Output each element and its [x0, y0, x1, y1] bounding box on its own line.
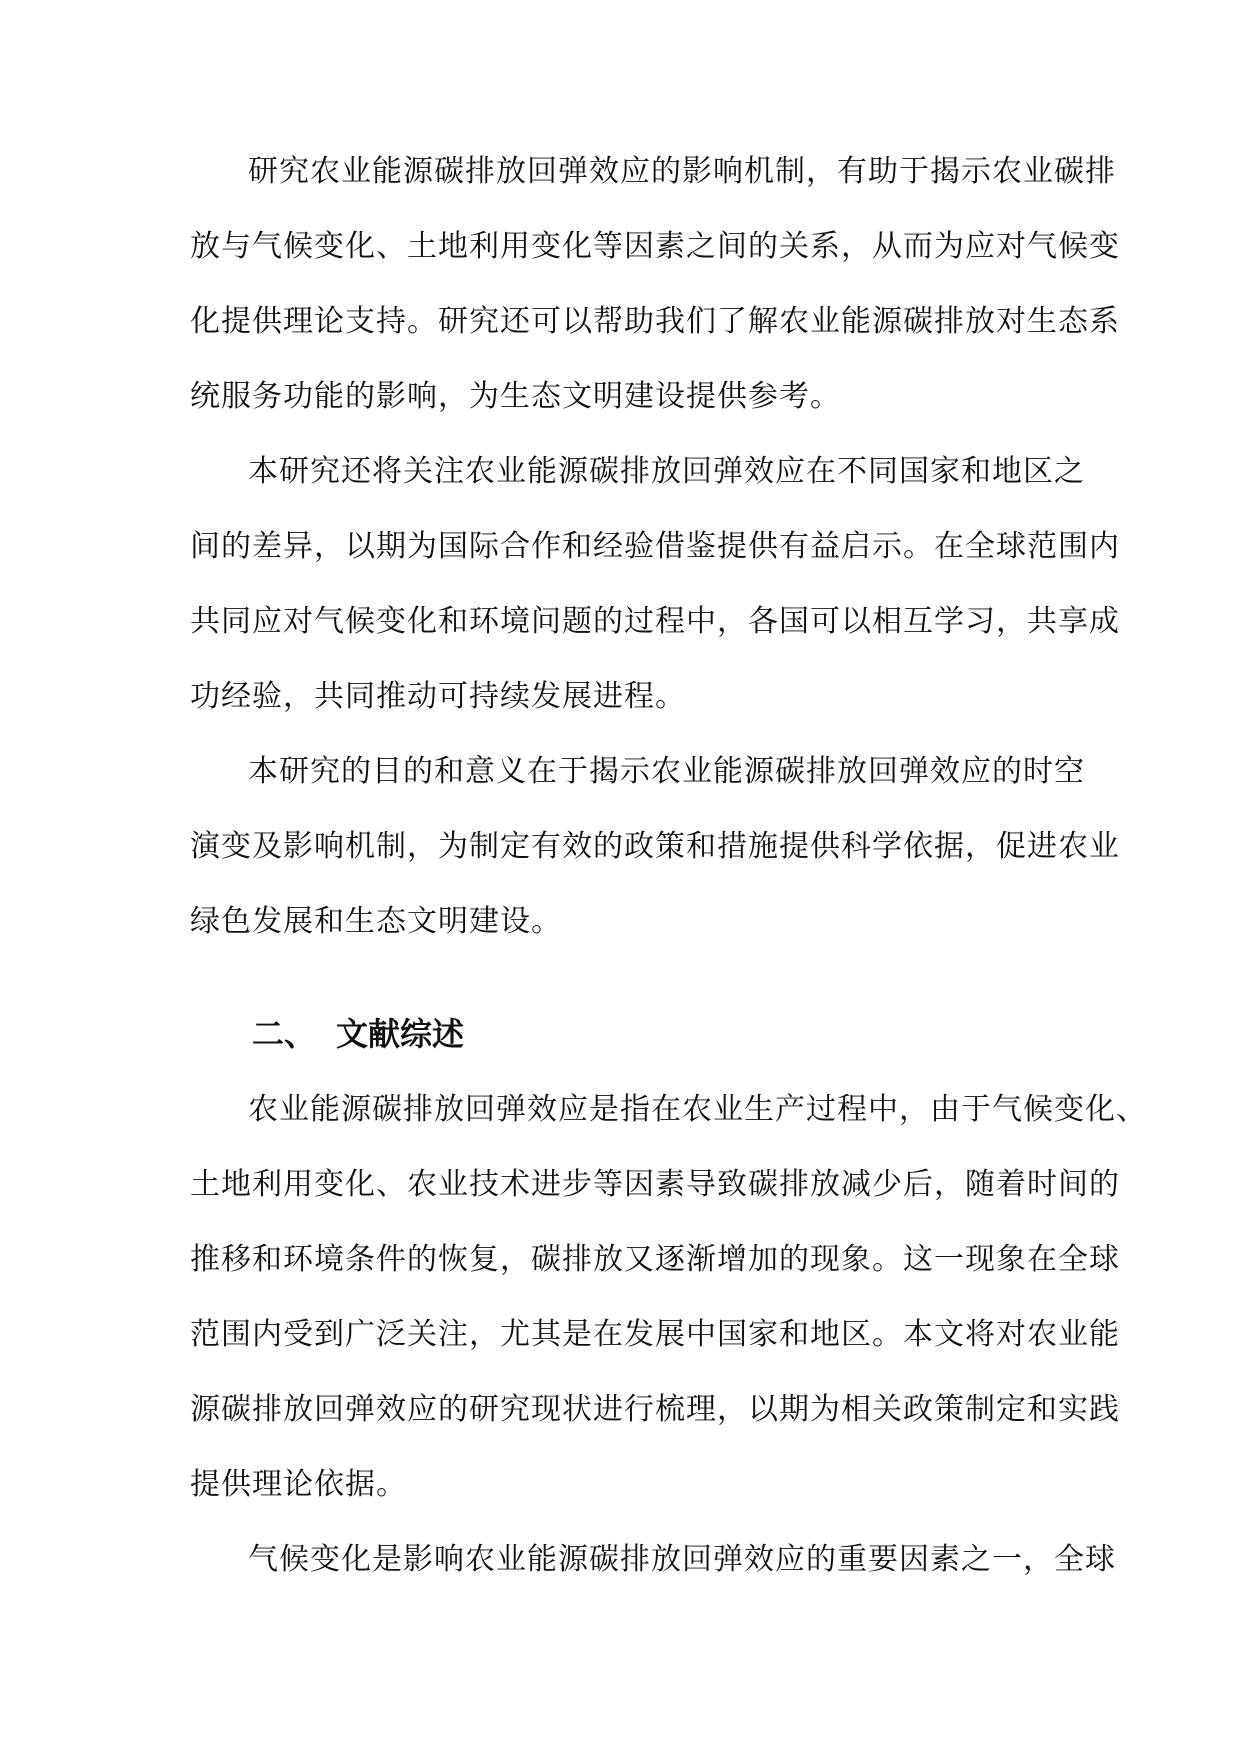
section-paragraph-1-line-4: 范围内受到广泛关注，尤其是在发展中国家和地区。本文将对农业能: [190, 1317, 1120, 1352]
paragraph-1-line-3: 化提供理论支持。研究还可以帮助我们了解农业能源碳排放对生态系: [190, 304, 1120, 339]
section-paragraph-1-line-2: 土地利用变化、农业技术进步等因素导致碳排放减少后，随着时间的: [190, 1167, 1120, 1202]
paragraph-3-line-2: 演变及影响机制，为制定有效的政策和措施提供科学依据，促进农业: [190, 829, 1120, 864]
paragraph-1-line-1: 研究农业能源碳排放回弹效应的影响机制，有助于揭示农业碳排: [248, 154, 1116, 189]
paragraph-3-line-1: 本研究的目的和意义在于揭示农业能源碳排放回弹效应的时空: [248, 754, 1085, 789]
paragraph-2-line-2: 间的差异，以期为国际合作和经验借鉴提供有益启示。在全球范围内: [190, 529, 1120, 564]
paragraph-1-line-2: 放与气候变化、土地利用变化等因素之间的关系，从而为应对气候变: [190, 229, 1120, 264]
section-heading: [252, 1013, 464, 1055]
section-paragraph-2-line-1: 气候变化是影响农业能源碳排放回弹效应的重要因素之一，全球: [248, 1542, 1116, 1577]
section-paragraph-1-line-1: 农业能源碳排放回弹效应是指在农业生产过程中，由于气候变化、: [248, 1092, 1147, 1127]
section-paragraph-1-line-5: 源碳排放回弹效应的研究现状进行梳理，以期为相关政策制定和实践: [190, 1392, 1120, 1427]
paragraph-2-line-4: 功经验，共同推动可持续发展进程。: [190, 679, 686, 714]
section-number: 二、: [252, 1015, 317, 1053]
paragraph-3-line-3: 绿色发展和生态文明建设。: [190, 904, 562, 939]
section-paragraph-1-line-3: 推移和环境条件的恢复，碳排放又逐渐增加的现象。这一现象在全球: [190, 1242, 1120, 1277]
section-title: 文献综述: [336, 1015, 465, 1053]
paragraph-1-line-4: 统服务功能的影响，为生态文明建设提供参考。: [190, 379, 841, 414]
section-paragraph-1-line-6: 提供理论依据。: [190, 1467, 407, 1502]
paragraph-2-line-1: 本研究还将关注农业能源碳排放回弹效应在不同国家和地区之: [248, 454, 1085, 489]
paragraph-2-line-3: 共同应对气候变化和环境问题的过程中，各国可以相互学习，共享成: [190, 604, 1120, 639]
